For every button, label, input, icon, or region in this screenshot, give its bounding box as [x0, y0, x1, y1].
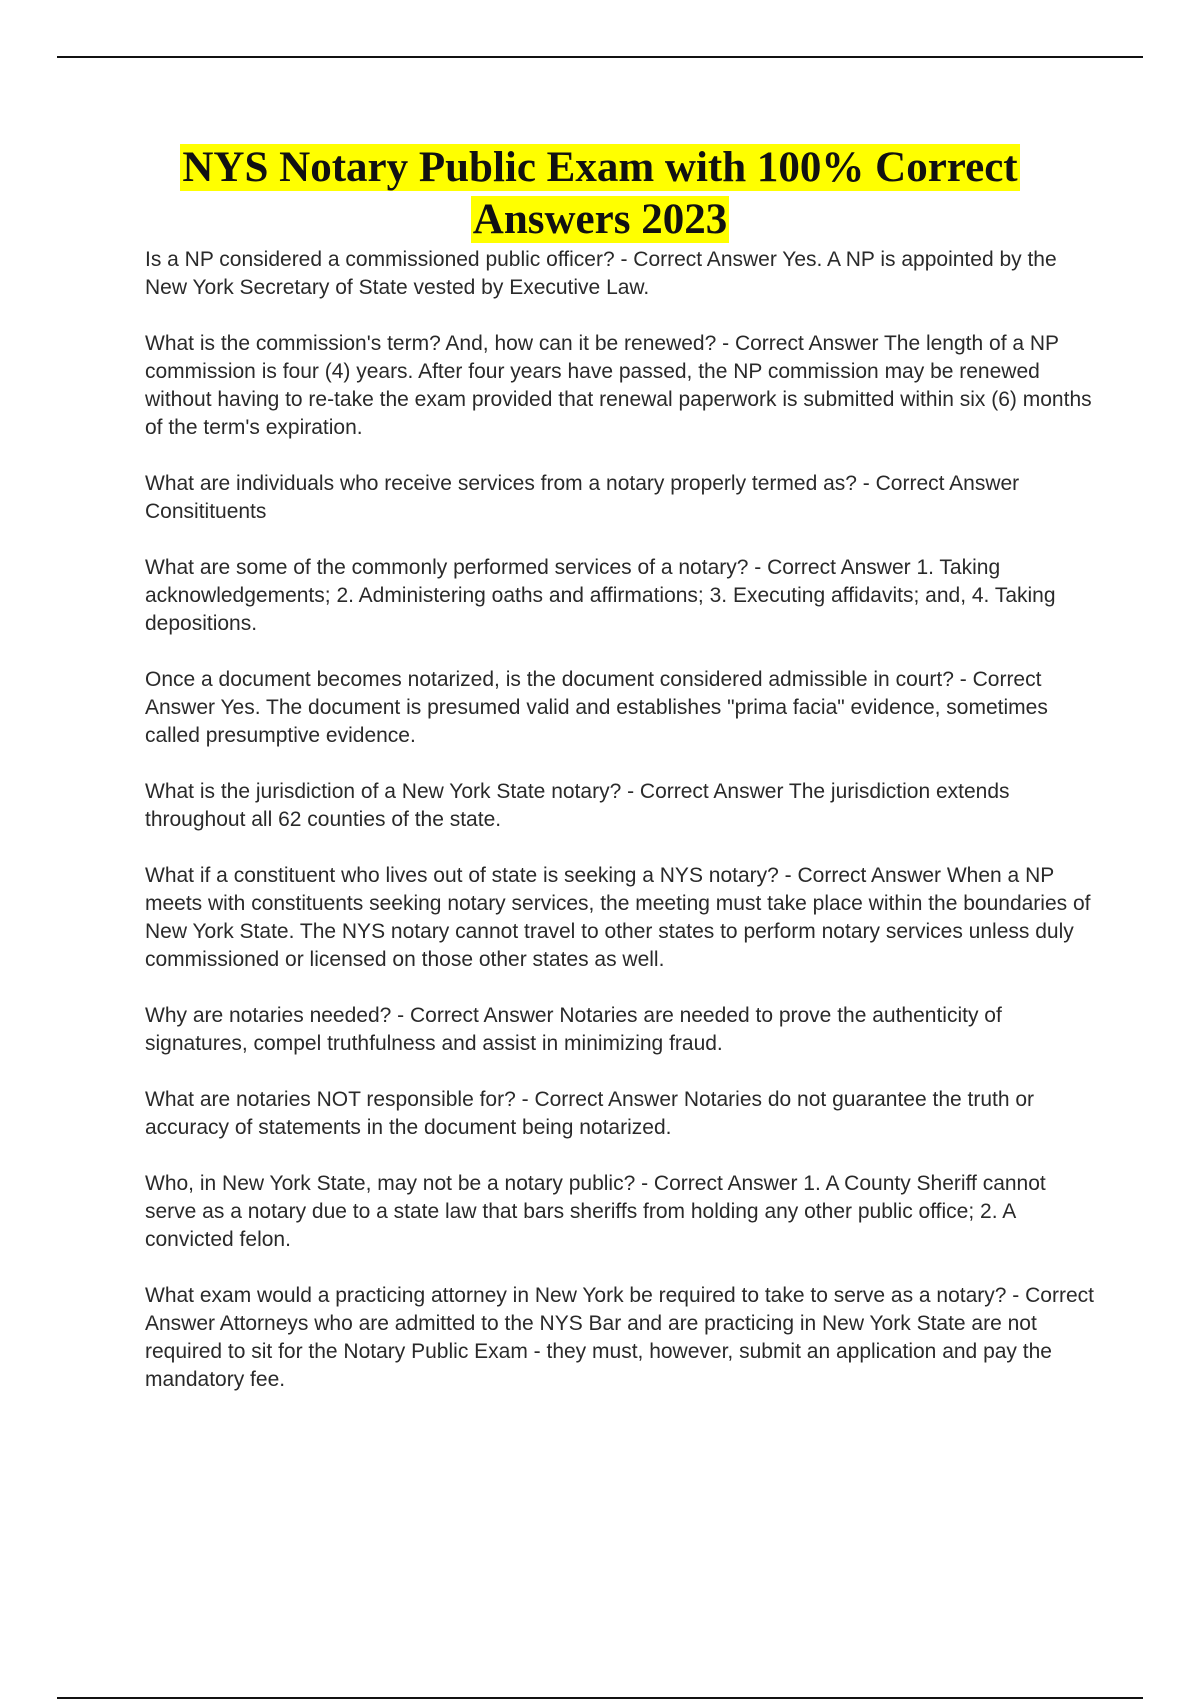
top-rule	[57, 56, 1143, 58]
bottom-rule	[57, 1697, 1143, 1699]
qa-item: What are notaries NOT responsible for? - Correct Answer Notaries do not guarantee the truth or accuracy of statements in the document being notarized.	[145, 1088, 1035, 1139]
qa-item: What if a constituent who lives out of state is seeking a NYS notary? - Correct Answer When a NP meets with constituents seeking notary services, the meeting must take place within the boundaries of New York State. The NYS notary cannot travel to other states to perform notary services unless duly commissioned or licensed on those other states as well.	[145, 864, 1091, 971]
title-line-2: Answers 2023	[472, 196, 728, 243]
qa-item: What are some of the commonly performed services of a notary? - Correct Answer 1. Taking acknowledgements; 2. Administering oaths and affirmations; 3. Executing affidavits; and, 4. Taking depositions.	[145, 556, 1056, 635]
qa-item: Who, in New York State, may not be a notary public? - Correct Answer 1. A County Sheriff cannot serve as a notary due to a state law that bars sheriffs from holding any other public office; 2. A convicted felon.	[145, 1172, 1046, 1251]
document-title	[80, 142, 1120, 246]
qa-item: Why are notaries needed? - Correct Answer Notaries are needed to prove the authenticity of signatures, compel truthfulness and assist in minimizing fraud.	[145, 1004, 1002, 1055]
qa-item: What exam would a practicing attorney in New York be required to take to serve as a notary? - Correct Answer Attorneys who are admitted to the NYS Bar and are practicing in New York State are not required to sit for the Notary Public Exam - they must, however, submit an application and pay the mandatory fee.	[145, 1284, 1094, 1391]
qa-item: Is a NP considered a commissioned public officer? - Correct Answer Yes. A NP is appointed by the New York Secretary of State vested by Executive Law.	[145, 248, 1057, 299]
title-line-1: NYS Notary Public Exam with 100% Correct	[182, 144, 1018, 191]
qa-item: What are individuals who receive services from a notary properly termed as? - Correct Answer Consitituents	[145, 472, 1020, 523]
qa-item: Once a document becomes notarized, is the document considered admissible in court? - Correct Answer Yes. The document is presumed valid and establishes "prima facia" evidence, sometimes called presumptive evidence.	[145, 668, 1048, 747]
qa-list	[145, 246, 1095, 1422]
qa-item: What is the commission's term? And, how can it be renewed? - Correct Answer The length of a NP commission is four (4) years. After four years have passed, the NP commission may be renewed without having to re-take the exam provided that renewal paperwork is submitted within six (6) months of the term's expiration.	[145, 332, 1092, 439]
qa-item: What is the jurisdiction of a New York State notary? - Correct Answer The jurisdiction extends throughout all 62 counties of the state.	[145, 780, 1010, 831]
